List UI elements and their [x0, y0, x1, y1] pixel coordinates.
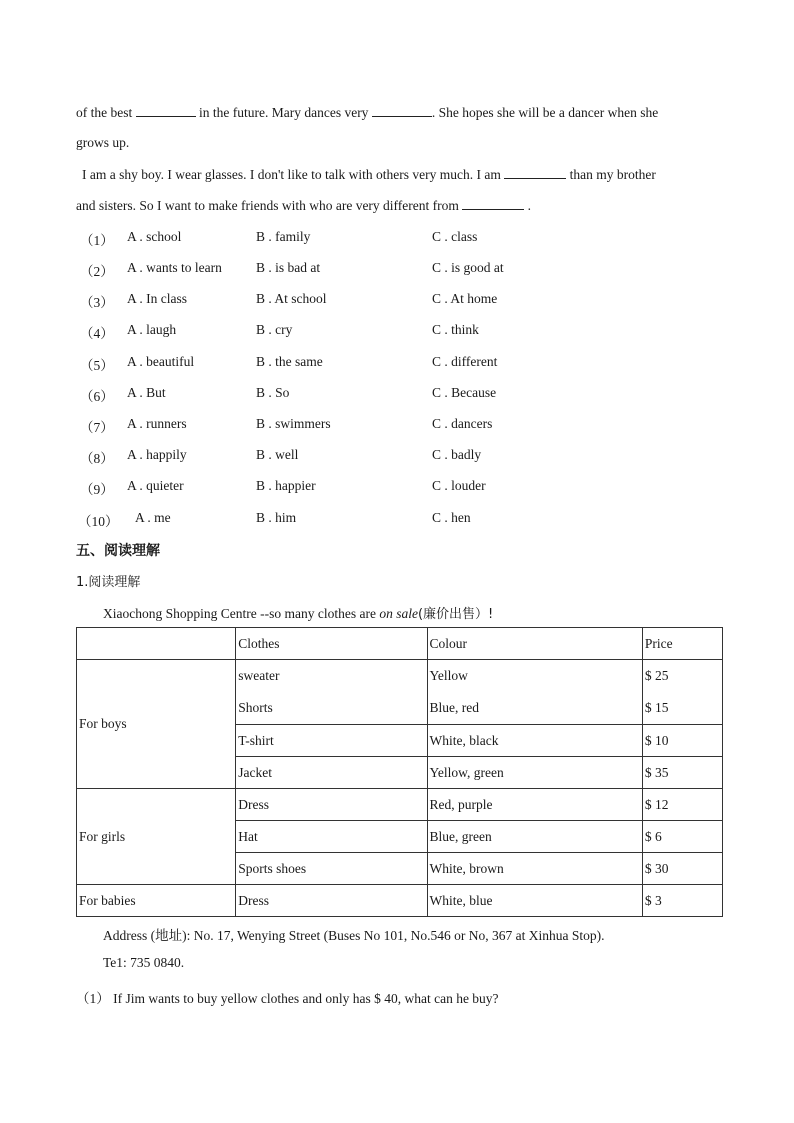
- option-a[interactable]: A . In class: [127, 291, 187, 306]
- option-a[interactable]: A . wants to learn: [127, 260, 222, 275]
- table-header: Clothes: [236, 628, 427, 660]
- ad-intro: [103, 603, 493, 622]
- item-price: $ 35: [642, 757, 722, 789]
- table-row: [77, 789, 723, 821]
- table-header: Price: [642, 628, 722, 660]
- passage-line-3: [82, 166, 656, 183]
- option-b[interactable]: B . happier: [256, 478, 316, 493]
- item-name: Hat: [236, 821, 427, 853]
- table-cell: [236, 660, 427, 725]
- item-price: $ 30: [642, 853, 722, 885]
- option-b[interactable]: B . him: [256, 510, 297, 525]
- option-c[interactable]: C . different: [432, 354, 498, 369]
- category-cell: For babies: [77, 885, 236, 917]
- item-price: $ 10: [642, 725, 722, 757]
- answer-blank: [372, 104, 432, 117]
- passage-text: and sisters. So I want to make friends with who are very different from: [76, 198, 463, 213]
- item-colour: Yellow, green: [427, 757, 642, 789]
- question-number: （1）: [80, 233, 114, 248]
- option-b[interactable]: B . swimmers: [256, 416, 331, 431]
- item-name: Dress: [236, 885, 427, 917]
- table-row: [77, 660, 723, 725]
- item-price: $ 6: [642, 821, 722, 853]
- answer-blank: [504, 166, 566, 179]
- item-colour: White, blue: [427, 885, 642, 917]
- option-b[interactable]: B . So: [256, 385, 290, 400]
- option-b[interactable]: B . the same: [256, 354, 323, 369]
- passage-text: of the best: [76, 105, 136, 120]
- option-b[interactable]: B . well: [256, 447, 299, 462]
- passage-text: I am a shy boy. I wear glasses. I don't like to talk with others very much. I am: [82, 167, 505, 182]
- section-title: 五、阅读理解: [76, 543, 160, 559]
- table-cell: [642, 660, 722, 725]
- option-a[interactable]: A . But: [127, 385, 166, 400]
- tel-line: Te1: 735 0840.: [103, 955, 185, 970]
- option-a[interactable]: A . me: [135, 510, 171, 525]
- question-text: （1） If Jim wants to buy yellow clothes and only has $ 40, what can he buy?: [76, 991, 499, 1006]
- item-colour: Yellow: [429, 668, 468, 683]
- question-number: （3）: [80, 295, 114, 310]
- question-number: （6）: [80, 389, 114, 404]
- option-a[interactable]: A . laugh: [127, 322, 177, 337]
- category-cell: For girls: [77, 789, 236, 885]
- question-number: （8）: [80, 451, 114, 466]
- passage-text: than my brother: [566, 167, 656, 182]
- option-c[interactable]: C . class: [432, 229, 478, 244]
- option-c[interactable]: C . louder: [432, 478, 486, 493]
- item-colour: Blue, green: [427, 821, 642, 853]
- item-price: $ 12: [642, 789, 722, 821]
- item-name: sweater: [238, 668, 280, 683]
- option-b[interactable]: B . cry: [256, 322, 293, 337]
- option-a[interactable]: A . school: [127, 229, 182, 244]
- on-sale-text: on sale: [379, 606, 418, 621]
- option-b[interactable]: B . family: [256, 229, 311, 244]
- option-c[interactable]: C . At home: [432, 291, 498, 306]
- item-name: T-shirt: [236, 725, 427, 757]
- passage-text: .: [524, 198, 532, 213]
- option-a[interactable]: A . runners: [127, 416, 187, 431]
- item-price: $ 15: [644, 700, 669, 715]
- option-b[interactable]: B . is bad at: [256, 260, 321, 275]
- item-colour: Red, purple: [427, 789, 642, 821]
- question-number: （2）: [80, 264, 114, 279]
- option-a[interactable]: A . happily: [127, 447, 187, 462]
- item-price: $ 25: [644, 668, 669, 683]
- option-c[interactable]: C . think: [432, 322, 479, 337]
- question-number: （5）: [80, 358, 114, 373]
- passage-line-2: grows up.: [76, 135, 130, 150]
- passage-text: in the future. Mary dances very: [195, 105, 372, 120]
- table-row: [77, 885, 723, 917]
- option-a[interactable]: A . quieter: [127, 478, 184, 493]
- option-c[interactable]: C . badly: [432, 447, 482, 462]
- question-number: （7）: [80, 420, 114, 435]
- question-number: （9）: [80, 482, 114, 497]
- option-c[interactable]: C . Because: [432, 385, 497, 400]
- ad-intro-cn: (廉价出售）!: [417, 607, 494, 622]
- table-cell: [427, 660, 642, 725]
- item-colour: Blue, red: [429, 700, 480, 715]
- item-name: Dress: [236, 789, 427, 821]
- item-name: Jacket: [236, 757, 427, 789]
- option-c[interactable]: C . is good at: [432, 260, 504, 275]
- option-c[interactable]: C . hen: [432, 510, 471, 525]
- address-line: Address (地址): No. 17, Wenying Street (Buses No 101, No.546 or No, 367 at Xinhua Stop).: [103, 928, 605, 943]
- table-header: [77, 628, 236, 660]
- category-cell: For boys: [77, 660, 236, 789]
- sub-title: 1.阅读理解: [76, 575, 141, 590]
- table-header-row: [77, 628, 723, 660]
- item-colour: White, brown: [427, 853, 642, 885]
- item-colour: White, black: [427, 725, 642, 757]
- option-a[interactable]: A . beautiful: [127, 354, 195, 369]
- ad-intro-text: Xiaochong Shopping Centre --so many clothes are: [103, 606, 380, 621]
- option-b[interactable]: B . At school: [256, 291, 327, 306]
- passage-line-1: [76, 104, 658, 121]
- item-name: Sports shoes: [236, 853, 427, 885]
- question-number: （10）: [78, 514, 119, 529]
- question-number: （4）: [80, 326, 114, 341]
- answer-blank: [136, 104, 196, 117]
- option-c[interactable]: C . dancers: [432, 416, 493, 431]
- price-table: [76, 627, 723, 917]
- table-header: Colour: [427, 628, 642, 660]
- answer-blank: [462, 197, 524, 210]
- passage-text: . She hopes she will be a dancer when she: [431, 105, 659, 120]
- item-name: Shorts: [238, 700, 273, 715]
- item-price: $ 3: [642, 885, 722, 917]
- passage-line-4: [76, 197, 531, 214]
